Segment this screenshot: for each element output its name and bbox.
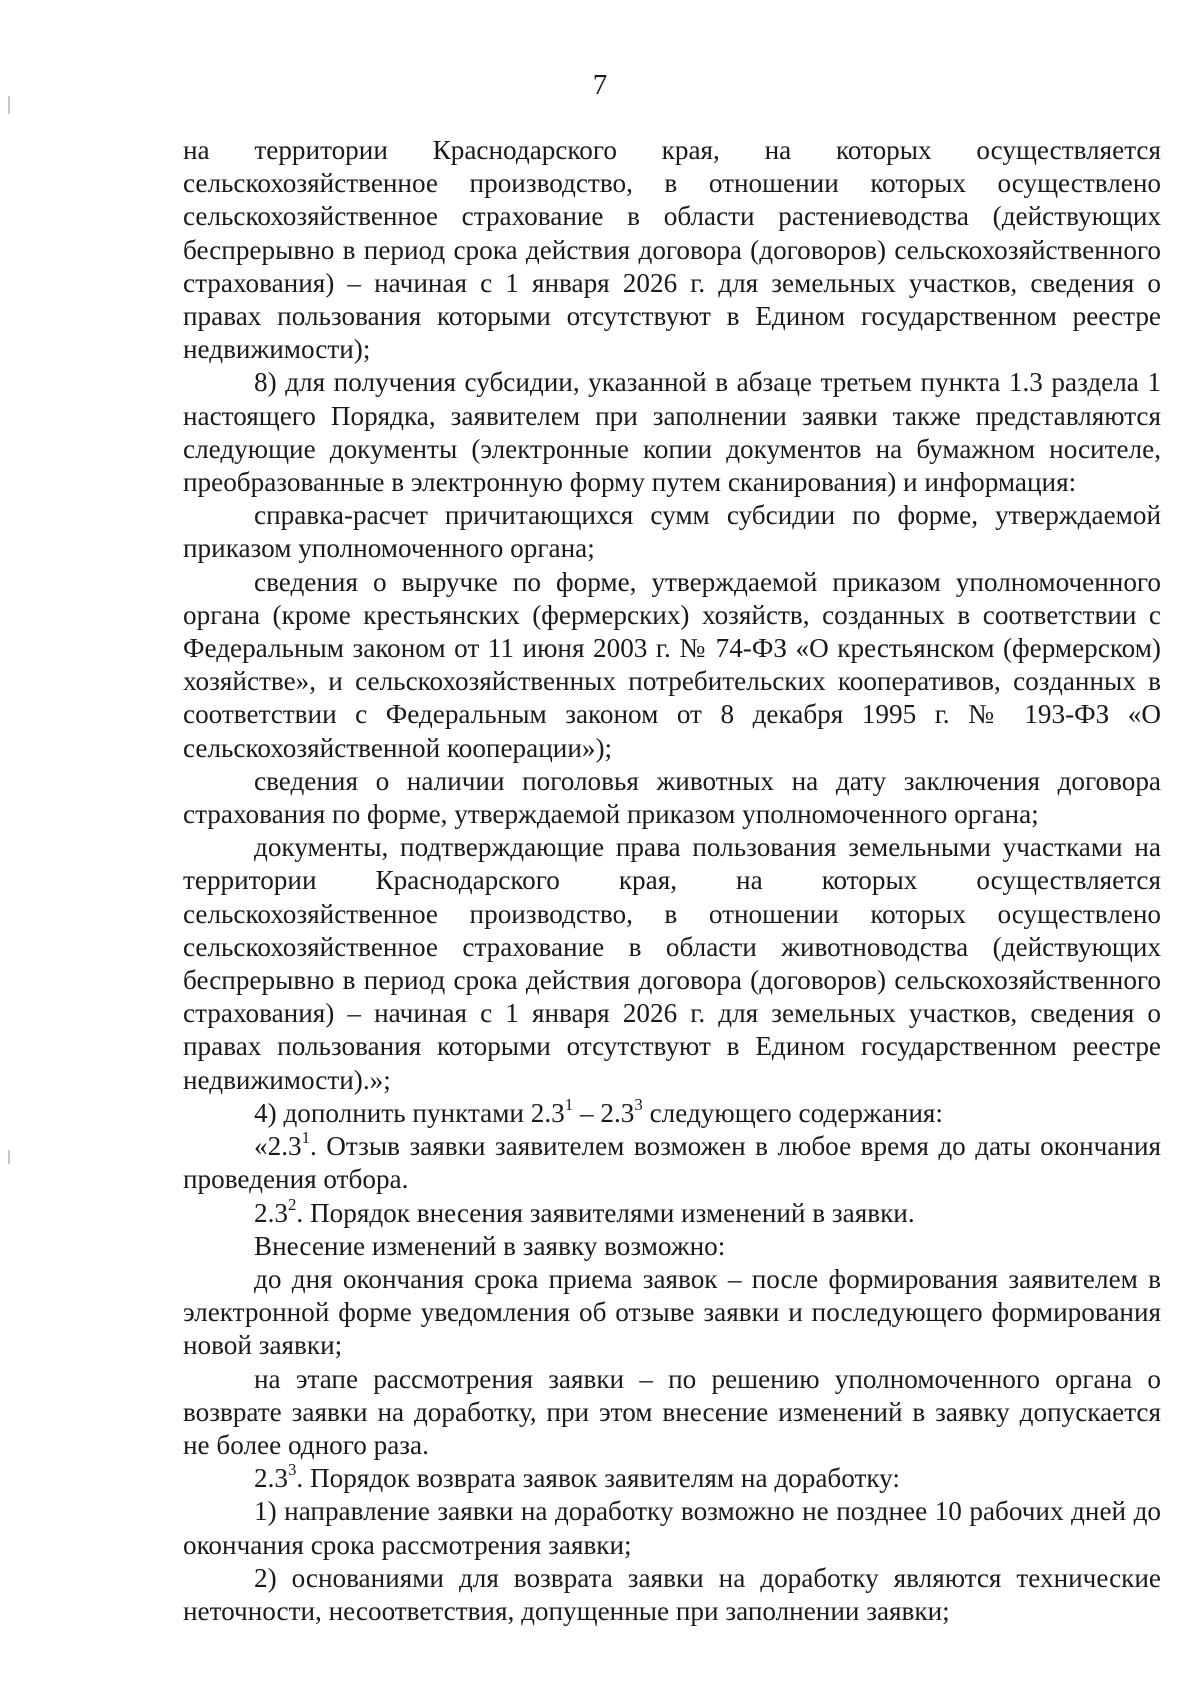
paragraph-continuation: на территории Краснодарского края, на которых осуществляется сельскохозяйственное производство, в отношении которых осуществлено сельскохозяйственное страхование в области растениеводства (действующих беспрерывно в период срока действия договора (договоров) сельскохозяйственного страхования) – начиная с 1 января 2026 г. для земельных участков, сведения о правах пользования которыми отсутствуют в Едином государственном реестре недвижимости); bbox=[183, 135, 1161, 365]
paragraph-return-grounds: 2) основаниями для возврата заявки на доработку являются технические неточности, несоответствия, допущенные при заполнении заявки; bbox=[183, 1562, 1161, 1626]
paragraph-clause-2-3-3 bbox=[183, 1462, 1161, 1495]
document-body bbox=[183, 134, 1161, 1628]
paragraph-land-rights-documents: документы, подтверждающие права пользования земельными участками на территории Краснодарского края, на которых осуществляется сельскохозяйственное производство, в отношении которых осуществлено сельскохозяйственное страхование в области животноводства (действующих беспрерывно в период срока действия договора (договоров) сельскохозяйственного страхования) – начиная с 1 января 2026 г. для земельных участков, сведения о правах пользования которыми отсутствуют в Едином государственном реестре недвижимости).»; bbox=[183, 832, 1161, 1095]
paragraph-item-8: 8) для получения субсидии, указанной в абзаце третьем пункта 1.3 раздела 1 настоящего Порядка, заявителем при заполнении заявки также представляются следующие документы (электронные копии документов на бумажном носителе, преобразованные в электронную форму путем сканирования) и информация: bbox=[183, 367, 1161, 498]
paragraph-subsidy-calculation: справка-расчет причитающихся сумм субсидии по форме, утверждаемой приказом уполномоченного органа; bbox=[183, 500, 1161, 564]
scan-artifact-left-lower bbox=[8, 1150, 10, 1164]
paragraph-before-deadline: до дня окончания срока приема заявок – после формирования заявителем в электронной форме уведомления об отзыве заявки и последующего формирования новой заявки; bbox=[183, 1263, 1161, 1361]
superscript: 1 bbox=[301, 1128, 311, 1148]
paragraph-clause-2-3-1 bbox=[183, 1130, 1161, 1196]
page-number: 7 bbox=[592, 69, 608, 101]
text-fragment: 2.3 bbox=[254, 1197, 288, 1228]
text-fragment: . Порядок внесения заявителями изменений в заявки. bbox=[296, 1197, 915, 1228]
text-fragment: . Отзыв заявки заявителем возможен в любое время до даты окончания проведения отбора. bbox=[183, 1131, 1161, 1195]
text-fragment: «2.3 bbox=[254, 1131, 302, 1162]
paragraph-changes-possible: Внесение изменений в заявку возможно: bbox=[254, 1230, 726, 1261]
text-fragment: следующего содержания: bbox=[642, 1097, 943, 1128]
paragraph-review-stage: на этапе рассмотрения заявки – по решению уполномоченного органа о возврате заявки на доработку, при этом внесение изменений в заявку допускается не более одного раза. bbox=[183, 1363, 1161, 1460]
superscript: 1 bbox=[564, 1095, 574, 1115]
paragraph-return-deadline: 1) направление заявки на доработку возможно не позднее 10 рабочих дней до окончания срока рассмотрения заявки; bbox=[183, 1496, 1161, 1560]
paragraph-clause-2-3-2 bbox=[183, 1194, 1161, 1230]
paragraph-revenue-info: сведения о выручке по форме, утверждаемой приказом уполномоченного органа (кроме крестьянских (фермерских) хозяйств, созданных в соответствии с Федеральным законом от 11 июня 2003 г. № 74-ФЗ «О крестьянском (фермерском) хозяйстве», и сельскохозяйственных потребительских кооперативов, созданных в соответствии с Федеральным законом от 8 декабря 1995 г. № 193-ФЗ «О сельскохозяйственной кооперации»); bbox=[183, 566, 1161, 763]
superscript: 3 bbox=[287, 1460, 297, 1480]
superscript: 2 bbox=[287, 1194, 297, 1214]
text-fragment: 2.3 bbox=[254, 1463, 288, 1494]
text-fragment: . Порядок возврата заявок заявителям на доработку: bbox=[296, 1463, 900, 1494]
paragraph-item-4 bbox=[183, 1097, 1161, 1130]
superscript: 3 bbox=[634, 1095, 643, 1115]
text-fragment: – 2.3 bbox=[573, 1097, 635, 1128]
paragraph-livestock-info: сведения о наличии поголовья животных на дату заключения договора страхования по форме, утверждаемой приказом уполномоченного органа; bbox=[183, 765, 1161, 830]
text-fragment: 4) дополнить пунктами 2.3 bbox=[254, 1097, 565, 1128]
